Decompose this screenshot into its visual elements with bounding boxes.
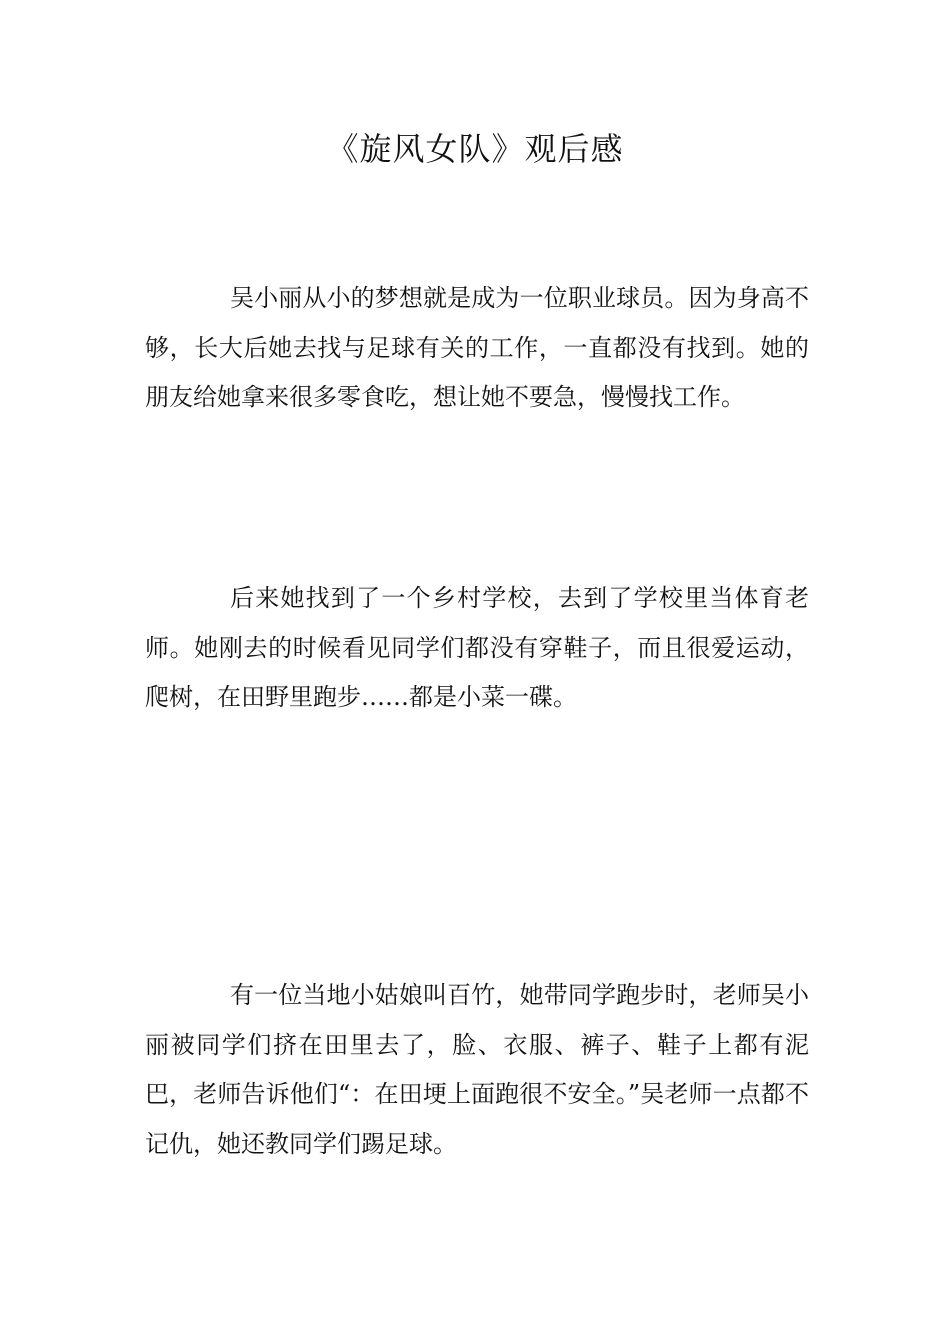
paragraph-3: 有一位当地小姑娘叫百竹，她带同学跑步时，老师吴小丽被同学们挤在田里去了，脸、衣服、裤子、鞋子上都有泥巴，老师告诉他们“：在田埂上面跑很不安全。”吴老师一点都不记仇，她还教同学们踢足球。 <box>145 981 809 1158</box>
document-title: 《旋风女队》观后感 <box>326 130 624 168</box>
paragraph-1: 吴小丽从小的梦想就是成为一位职业球员。因为身高不够，长大后她去找与足球有关的工作，一直都没有找到。她的朋友给她拿来很多零食吃，想让她不要急，慢慢找工作。 <box>145 284 809 411</box>
paragraph-2: 后来她找到了一个乡村学校，去到了学校里当体育老师。她刚去的时候看见同学们都没有穿鞋子，而且很爱运动，爬树，在田野里跑步……都是小菜一碟。 <box>145 584 809 711</box>
